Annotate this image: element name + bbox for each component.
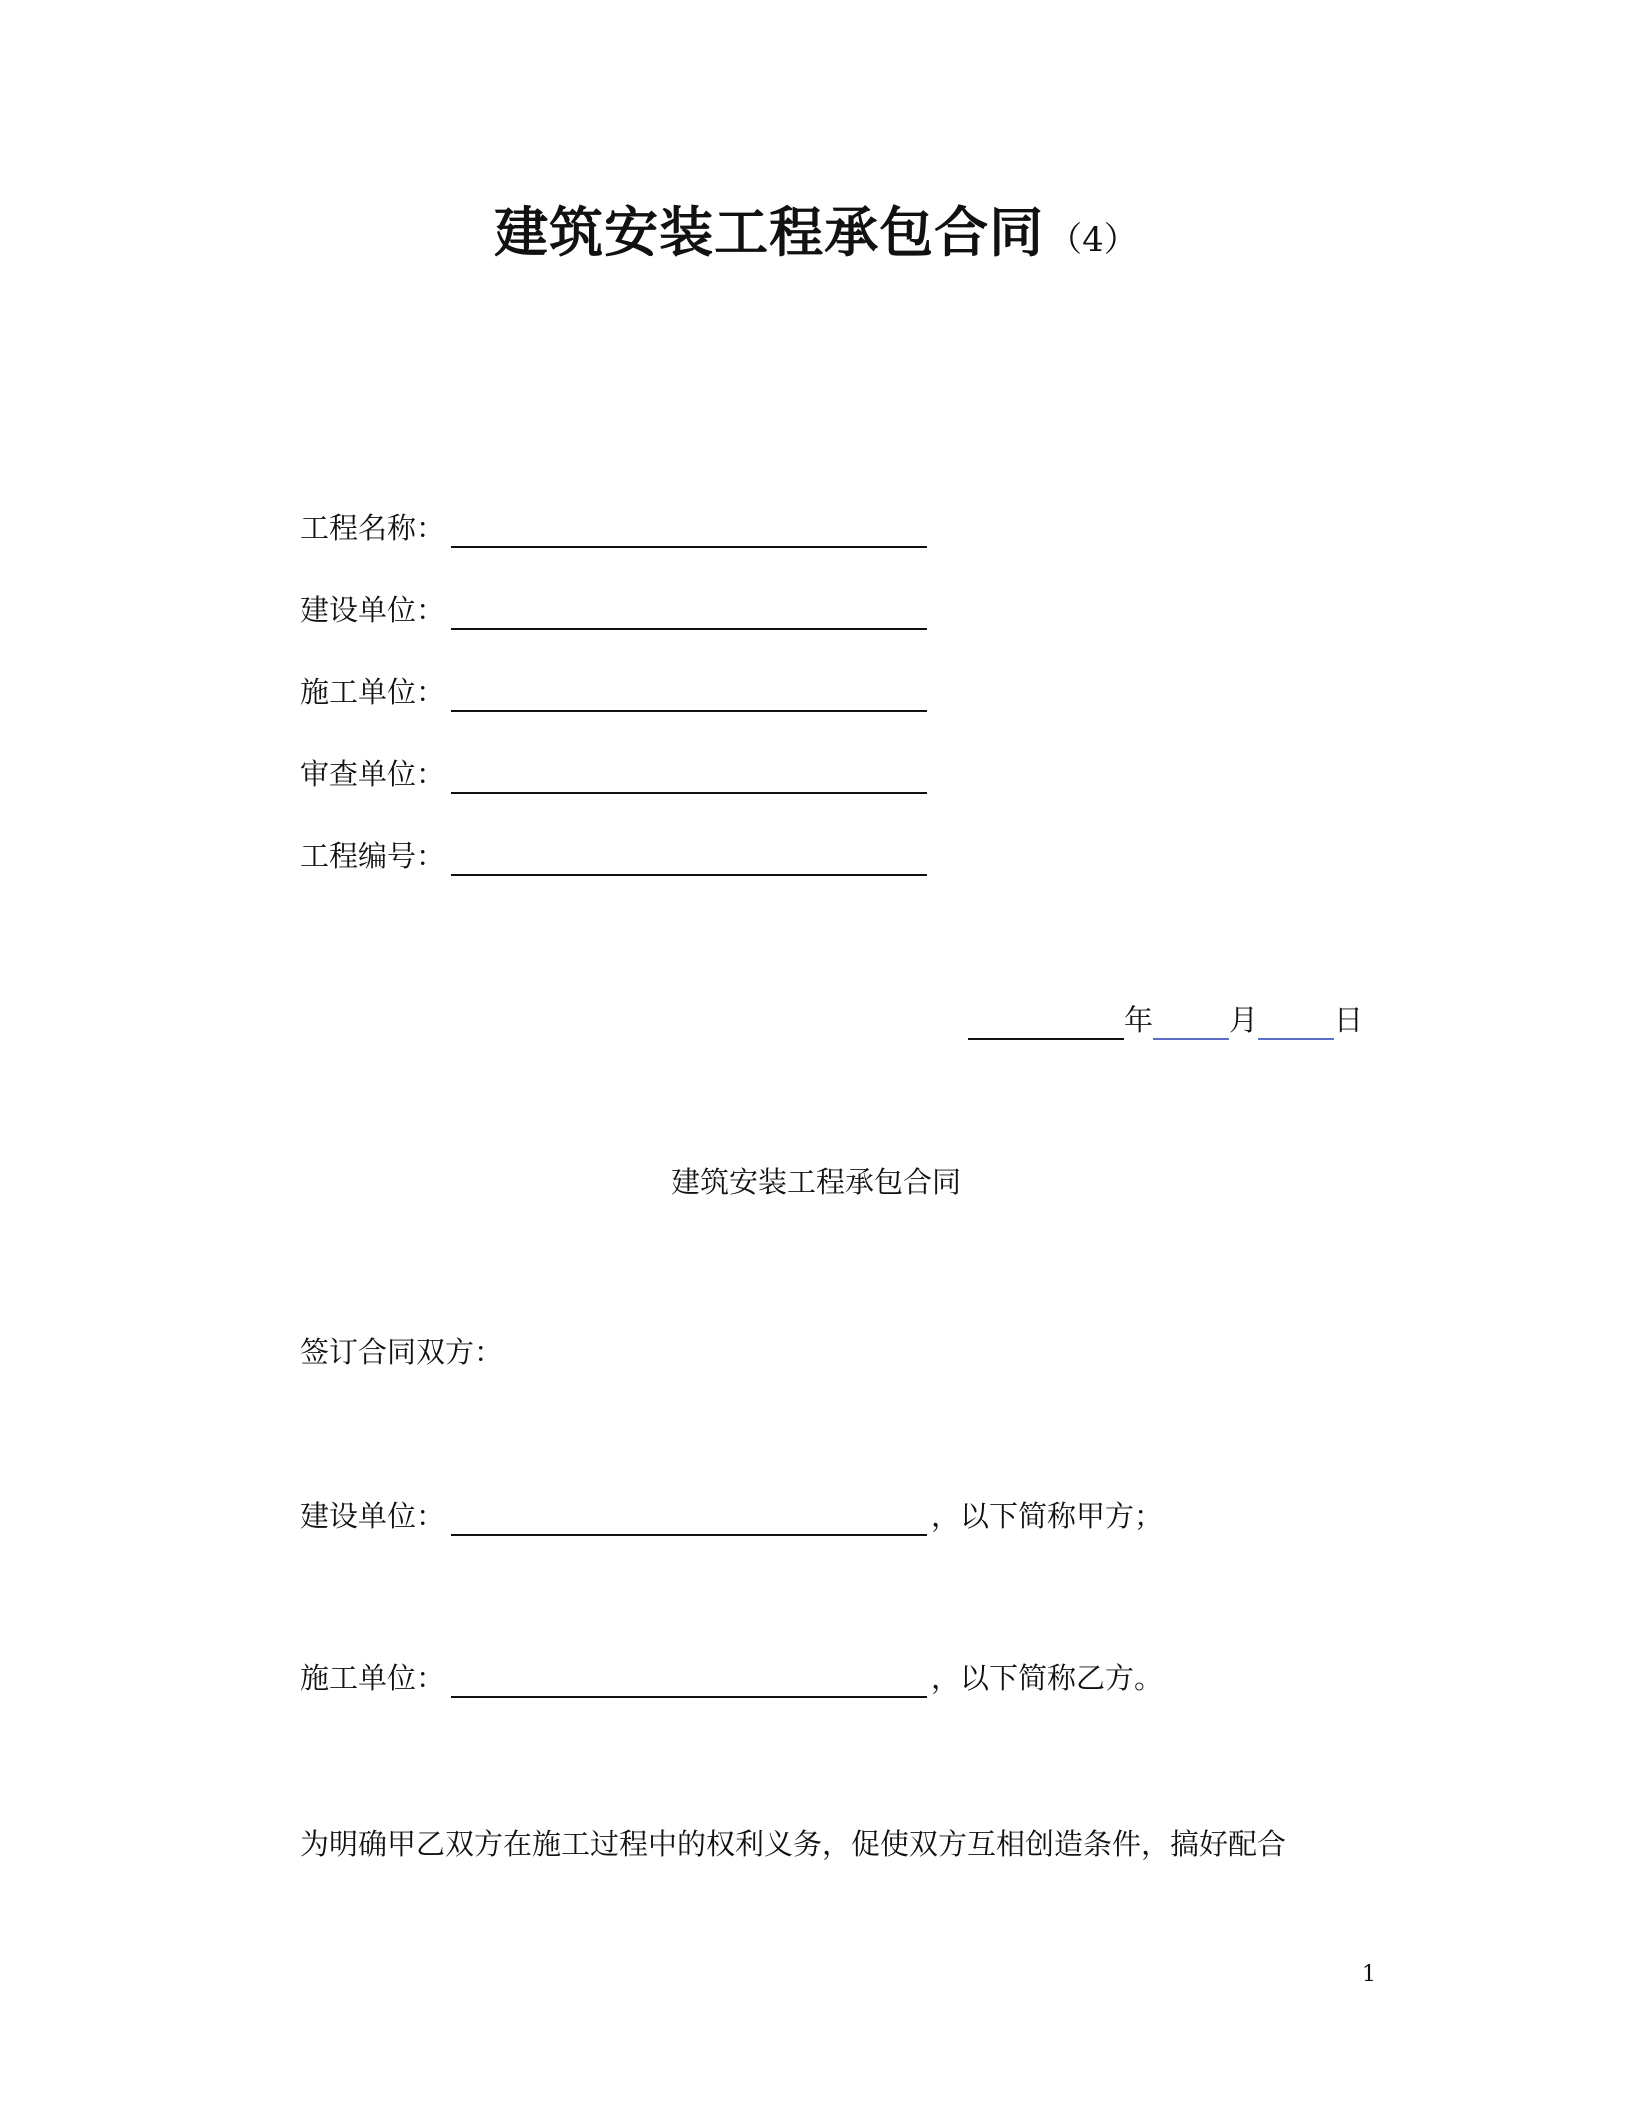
year-blank (968, 1002, 1124, 1040)
party-b-suffix: ，以下简称乙方。 (931, 1661, 1164, 1695)
field-label: 建设单位： (300, 593, 446, 627)
month-blank (1153, 1002, 1229, 1040)
party-a-suffix: ，以下简称甲方； (931, 1499, 1164, 1533)
field-construction-unit (300, 586, 927, 630)
page-number: 1 (1362, 1962, 1376, 1987)
field-label: 工程编号： (300, 839, 446, 873)
party-b-label: 施工单位： (300, 1661, 446, 1695)
body-paragraph: 为明确甲乙双方在施工过程中的权利义务，促使双方互相创造条件，搞好配合 (300, 1827, 1287, 1861)
year-unit: 年 (1124, 1003, 1154, 1037)
fill-in-blank (451, 674, 927, 712)
field-project-number (300, 832, 927, 876)
party-a-label: 建设单位： (300, 1499, 446, 1533)
party-b-line (300, 1654, 1163, 1698)
fill-in-blank (451, 756, 927, 794)
field-review-unit (300, 750, 927, 794)
field-label: 工程名称： (300, 511, 446, 545)
field-label: 审查单位： (300, 757, 446, 791)
contract-subtitle: 建筑安装工程承包合同 (670, 1165, 961, 1199)
document-title (0, 190, 1632, 267)
title-main: 建筑安装工程承包合同 (494, 201, 1045, 264)
fill-in-blank (451, 1660, 927, 1698)
fill-in-blank (451, 510, 927, 548)
fill-in-blank (451, 1498, 927, 1536)
day-blank (1258, 1002, 1334, 1040)
parties-heading: 签订合同双方： (300, 1335, 504, 1369)
field-contractor-unit (300, 668, 927, 712)
day-unit: 日 (1334, 1003, 1364, 1037)
title-suffix: （4） (1048, 220, 1138, 260)
party-a-line (300, 1492, 1163, 1536)
date-line (968, 996, 1363, 1040)
field-label: 施工单位： (300, 675, 446, 709)
month-unit: 月 (1229, 1003, 1259, 1037)
field-project-name (300, 504, 927, 548)
fill-in-blank (451, 592, 927, 630)
fill-in-blank (451, 838, 927, 876)
